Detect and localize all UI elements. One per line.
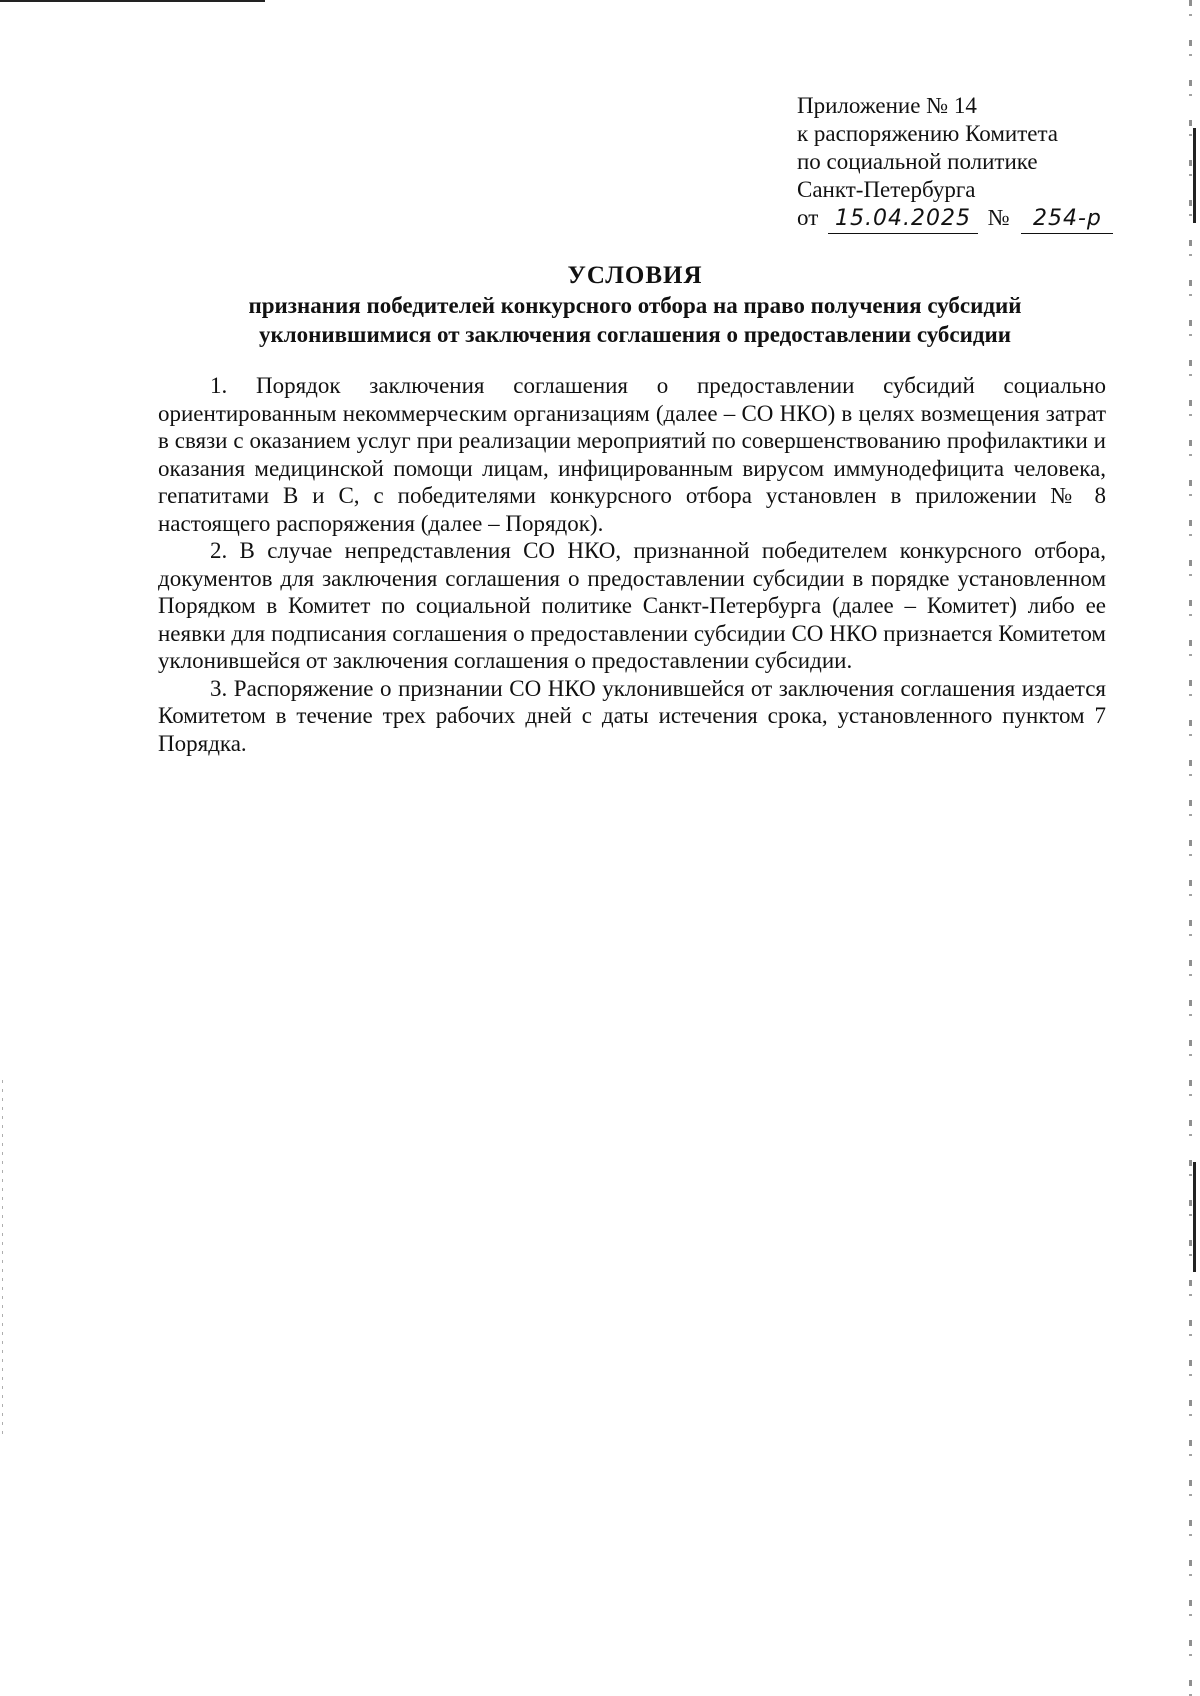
annex-line: к распоряжению Комитета <box>797 121 1058 146</box>
scan-artifact-left-edge <box>2 1080 3 1440</box>
scan-artifact-right-mark <box>1193 128 1196 223</box>
date-prefix: от <box>797 205 819 230</box>
document-title: УСЛОВИЯ <box>567 262 703 289</box>
subtitle-line: признания победителей конкурсного отбора на право получения субсидий <box>248 293 1022 318</box>
paragraph: 2. В случае непредставления СО НКО, признанной победителем конкурсного отбора, документов для заключения соглашения о предоставлении субсидии в порядке установленном Порядком в Комитет по социальной политике Санкт-Петербурга (далее – Комитет) либо ее неявки для подписания соглашения о предоставлении субсидии СО НКО признается Комитетом уклонившейся от заключения соглашения о предоставлении субсидии. <box>158 538 1106 673</box>
scan-artifact-right-mark <box>1193 1162 1196 1272</box>
scan-artifact-right-edge <box>1189 0 1192 1696</box>
number-field <box>1021 204 1113 234</box>
date-field <box>828 204 978 234</box>
handwritten-number: 254-р <box>1033 206 1102 231</box>
annex-line: Санкт-Петербурга <box>797 177 976 202</box>
number-prefix: № <box>987 205 1010 230</box>
handwritten-date: 15.04.2025 <box>835 206 971 231</box>
annex-line: Приложение № 14 <box>797 93 977 118</box>
paragraph: 1. Порядок заключения соглашения о предоставлении субсидий социально ориентированным некоммерческим организациям (далее – СО НКО) в целях возмещения затрат в связи с оказанием услуг при реализации мероприятий по совершенствованию профилактики и оказания медицинской помощи лицам, инфицированным вирусом иммунодефицита человека, гепатитами В и С, с победителями конкурсного отбора установлен в приложении № 8 настоящего распоряжения (далее – Порядок). <box>158 373 1106 536</box>
annex-block <box>797 92 1117 234</box>
document-body <box>158 372 1106 757</box>
annex-line: по социальной политике <box>797 149 1038 174</box>
document-subtitle <box>150 291 1120 349</box>
subtitle-line: уклонившимися от заключения соглашения о предоставлении субсидии <box>258 322 1012 347</box>
paragraph: 3. Распоряжение о признании СО НКО уклонившейся от заключения соглашения издается Комитетом в течение трех рабочих дней с даты истечения срока, установленного пунктом 7 Порядка. <box>158 675 1106 756</box>
scan-artifact-top-line <box>0 0 265 2</box>
annex-date-number-line <box>797 204 1117 234</box>
